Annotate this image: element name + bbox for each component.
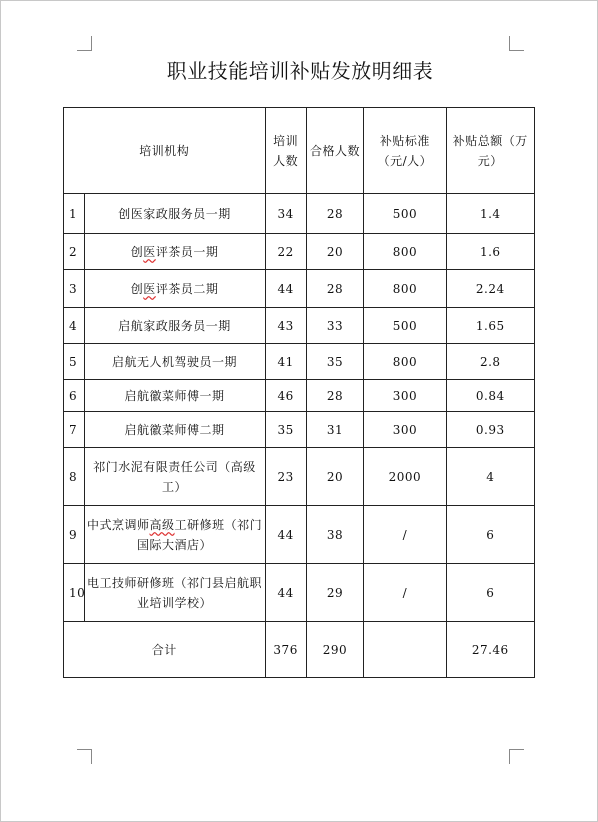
row-qualified: 33: [306, 308, 364, 344]
table-row: [64, 412, 535, 448]
row-org: 祁门水泥有限责任公司（高级工）: [84, 448, 265, 506]
row-standard: /: [364, 564, 446, 622]
header-org: 培训机构: [64, 108, 266, 194]
table-row: [64, 194, 535, 234]
table-row: [64, 308, 535, 344]
row-trained: 44: [265, 270, 306, 308]
row-org: 中式烹调师高级工研修班（祁门国际大酒店）: [84, 506, 265, 564]
row-total: 1.6: [446, 234, 534, 270]
row-trained: 23: [265, 448, 306, 506]
header-qualified: 合格人数: [306, 108, 364, 194]
table-row: [64, 380, 535, 412]
table-row: [64, 506, 535, 564]
header-trained: 培训人数: [265, 108, 306, 194]
row-org: 创医评茶员二期: [84, 270, 265, 308]
row-org: 启航无人机驾驶员一期: [84, 344, 265, 380]
row-standard: /: [364, 506, 446, 564]
row-total: 4: [446, 448, 534, 506]
crop-mark-top-right: [509, 36, 524, 51]
row-org: 电工技师研修班（祁门县启航职业培训学校）: [84, 564, 265, 622]
summary-trained: 376: [265, 622, 306, 678]
row-org: 启航家政服务员一期: [84, 308, 265, 344]
summary-total: 27.46: [446, 622, 534, 678]
spellcheck-underline: 医: [143, 244, 156, 259]
row-qualified: 28: [306, 270, 364, 308]
row-total: 0.93: [446, 412, 534, 448]
row-total: 0.84: [446, 380, 534, 412]
row-trained: 44: [265, 506, 306, 564]
subsidy-table: [63, 107, 535, 678]
row-qualified: 38: [306, 506, 364, 564]
crop-mark-top-left: [77, 36, 92, 51]
crop-mark-bottom-left: [77, 749, 92, 764]
summary-row: [64, 622, 535, 678]
row-standard: 2000: [364, 448, 446, 506]
row-standard: 500: [364, 194, 446, 234]
row-standard: 800: [364, 270, 446, 308]
row-trained: 22: [265, 234, 306, 270]
row-standard: 500: [364, 308, 446, 344]
row-total: 2.24: [446, 270, 534, 308]
row-qualified: 20: [306, 234, 364, 270]
row-standard: 300: [364, 412, 446, 448]
row-qualified: 29: [306, 564, 364, 622]
table-header-row: [64, 108, 535, 194]
summary-standard: [364, 622, 446, 678]
spellcheck-underline: 高级: [149, 517, 175, 532]
row-total: 6: [446, 506, 534, 564]
table-row: [64, 448, 535, 506]
row-trained: 46: [265, 380, 306, 412]
table-row: [64, 234, 535, 270]
row-total: 1.65: [446, 308, 534, 344]
row-total: 6: [446, 564, 534, 622]
row-org: 创医评茶员一期: [84, 234, 265, 270]
page-title: 职业技能培训补贴发放明细表: [166, 59, 434, 83]
row-standard: 300: [364, 380, 446, 412]
crop-mark-bottom-right: [509, 749, 524, 764]
row-index: 4: [64, 308, 85, 344]
summary-qualified: 290: [306, 622, 364, 678]
header-standard: 补贴标准（元/人）: [364, 108, 446, 194]
table-row: [64, 564, 535, 622]
row-index: 10: [64, 564, 85, 622]
row-qualified: 35: [306, 344, 364, 380]
row-trained: 41: [265, 344, 306, 380]
row-qualified: 31: [306, 412, 364, 448]
row-org: 启航徽菜师傅二期: [84, 412, 265, 448]
row-index: 8: [64, 448, 85, 506]
summary-label: 合计: [64, 622, 266, 678]
row-trained: 43: [265, 308, 306, 344]
row-index: 2: [64, 234, 85, 270]
table-row: [64, 344, 535, 380]
row-org: 启航徽菜师傅一期: [84, 380, 265, 412]
spellcheck-underline: 医: [143, 281, 156, 296]
row-qualified: 28: [306, 194, 364, 234]
row-qualified: 28: [306, 380, 364, 412]
row-standard: 800: [364, 234, 446, 270]
row-trained: 35: [265, 412, 306, 448]
row-total: 2.8: [446, 344, 534, 380]
table-row: [64, 270, 535, 308]
row-trained: 34: [265, 194, 306, 234]
row-total: 1.4: [446, 194, 534, 234]
row-standard: 800: [364, 344, 446, 380]
row-qualified: 20: [306, 448, 364, 506]
row-index: 6: [64, 380, 85, 412]
row-index: 1: [64, 194, 85, 234]
row-trained: 44: [265, 564, 306, 622]
row-org: 创医家政服务员一期: [84, 194, 265, 234]
header-total: 补贴总额（万元）: [446, 108, 534, 194]
row-index: 7: [64, 412, 85, 448]
row-index: 9: [64, 506, 85, 564]
row-index: 5: [64, 344, 85, 380]
row-index: 3: [64, 270, 85, 308]
